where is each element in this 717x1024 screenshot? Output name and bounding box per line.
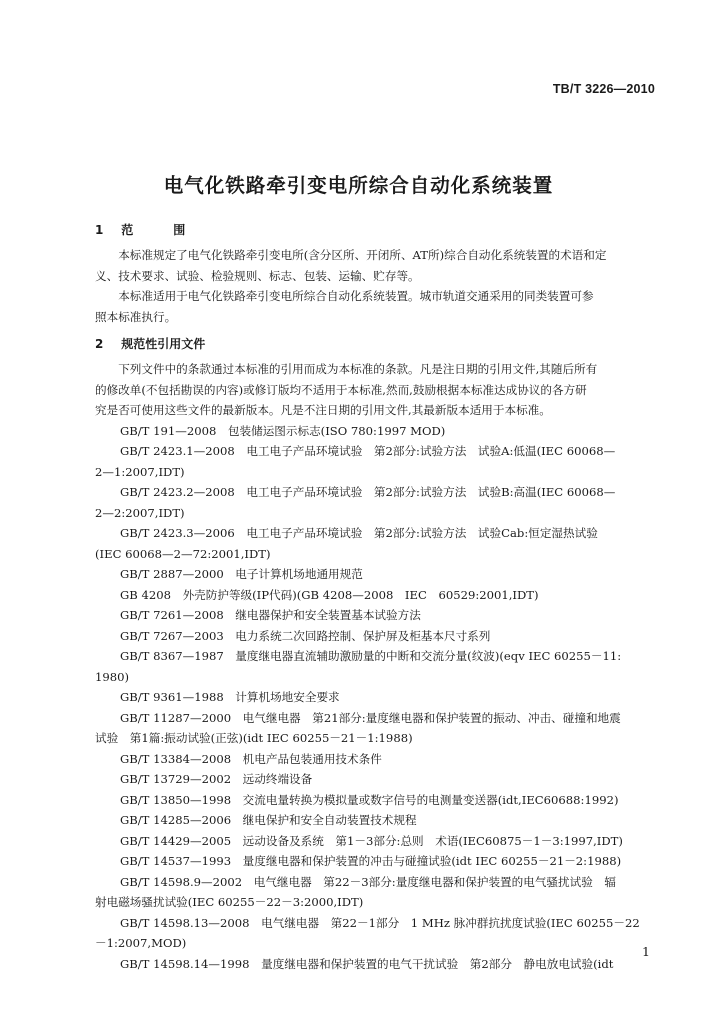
reference-list xyxy=(95,421,655,975)
reference-item xyxy=(95,769,655,790)
reference-item xyxy=(95,441,655,482)
reference-continuation-line: 试验 第1篇:振动试验(正弦)(idt IEC 60255－21－1:1988) xyxy=(95,731,413,745)
reference-line: GB/T 8367—1987 量度继电器直流辅助激励量的中断和交流分量(纹波)(eqv IEC 60255－11: xyxy=(120,649,622,663)
reference-line: GB/T 191—2008 包装储运图示标志(ISO 780:1997 MOD) xyxy=(120,423,446,438)
reference-item xyxy=(95,790,655,811)
references-intro-paragraph-line: 究是否可使用这些文件的最新版本。凡是不注日期的引用文件,其最新版本适用于本标准。 xyxy=(95,403,551,417)
document-body xyxy=(95,219,655,974)
section-2-number: 2 xyxy=(95,337,104,351)
reference-item xyxy=(95,810,655,831)
reference-continuation-line: 2—1:2007,IDT) xyxy=(95,464,185,479)
reference-item xyxy=(95,605,655,626)
section-2-intro xyxy=(95,359,655,421)
reference-line: GB/T 13384—2008 机电产品包装通用技术条件 xyxy=(120,751,382,766)
reference-line: GB/T 13850—1998 交流电量转换为模拟量或数字信号的电测量变送器(idt,IEC60688:1992) xyxy=(120,792,619,807)
section-1-number: 1 xyxy=(95,223,104,237)
standard-code: TB/T 3226—2010 xyxy=(552,82,655,96)
references-intro-paragraph xyxy=(95,359,655,421)
reference-line: GB/T 2423.3—2006 电工电子产品环境试验 第2部分:试验方法 试验Cab:恒定湿热试验 xyxy=(120,526,598,540)
reference-line: GB/T 14537—1993 量度继电器和保护装置的冲击与碰撞试验(idt IEC 60255－21－2:1988) xyxy=(120,854,622,868)
reference-line: GB/T 14429—2005 远动设备及系统 第1－3部分:总则 术语(IEC60875－1－3:1997,IDT) xyxy=(120,833,623,848)
scope-paragraph-line: 本标准规定了电气化铁路牵引变电所(含分区所、开闭所、AT所)综合自动化系统装置的术语和定 xyxy=(118,248,607,262)
reference-item xyxy=(95,708,655,749)
reference-line: GB/T 7267—2003 电力系统二次回路控制、保护屏及柜基本尺寸系列 xyxy=(120,628,491,643)
reference-item xyxy=(95,831,655,852)
reference-line: GB/T 2423.1—2008 电工电子产品环境试验 第2部分:试验方法 试验A:低温(IEC 60068— xyxy=(120,444,616,458)
reference-line: GB/T 2887—2000 电子计算机场地通用规范 xyxy=(120,567,363,581)
scope-paragraph-line: 照本标准执行。 xyxy=(95,309,177,324)
reference-continuation-line: (IEC 60068—2—72:2001,IDT) xyxy=(95,546,271,561)
reference-line: GB/T 14285—2006 继电保护和安全自动装置技术规程 xyxy=(120,813,417,827)
reference-item xyxy=(95,687,655,708)
reference-line: GB/T 14598.14—1998 量度继电器和保护装置的电气干扰试验 第2部分 静电放电试验(idt xyxy=(120,956,614,971)
section-2-heading xyxy=(95,333,655,355)
section-1-title: 范 围 xyxy=(121,223,200,237)
reference-continuation-line: 2—2:2007,IDT) xyxy=(95,505,185,520)
reference-item xyxy=(95,564,655,585)
reference-continuation-line: －1:2007,MOD) xyxy=(95,936,187,950)
section-1-paragraphs xyxy=(95,245,655,327)
reference-item xyxy=(95,749,655,770)
reference-item xyxy=(95,421,655,442)
reference-line: GB/T 2423.2—2008 电工电子产品环境试验 第2部分:试验方法 试验B:高温(IEC 60068— xyxy=(120,485,616,499)
references-intro-paragraph-line: 下列文件中的条款通过本标准的引用而成为本标准的条款。凡是注日期的引用文件,其随后所有 xyxy=(118,362,598,376)
reference-item xyxy=(95,523,655,564)
reference-line: GB/T 13729—2002 远动终端设备 xyxy=(120,772,313,786)
reference-item xyxy=(95,913,655,954)
reference-item xyxy=(95,872,655,913)
reference-continuation-line: 射电磁场骚扰试验(IEC 60255－22－3:2000,IDT) xyxy=(95,895,364,909)
reference-line: GB 4208 外壳防护等级(IP代码)(GB 4208—2008 IEC 60529:2001,IDT) xyxy=(120,587,539,602)
reference-item xyxy=(95,646,655,687)
scope-paragraph-line: 本标准适用于电气化铁路牵引变电所综合自动化系统装置。城市轨道交通采用的同类装置可参 xyxy=(118,289,594,303)
reference-item xyxy=(95,954,655,975)
scope-paragraph xyxy=(95,286,655,327)
scope-paragraph-line: 义、技术要求、试验、检验规则、标志、包装、运输、贮存等。 xyxy=(95,268,420,283)
references-intro-paragraph-line: 的修改单(不包括勘误的内容)或修订版均不适用于本标准,然而,鼓励根据本标准达成协议的各方研 xyxy=(95,382,587,397)
reference-item xyxy=(95,851,655,872)
section-1-heading xyxy=(95,219,655,241)
reference-line: GB/T 7261—2008 继电器保护和安全装置基本试验方法 xyxy=(120,608,421,622)
reference-line: GB/T 14598.13—2008 电气继电器 第22－1部分 1 MHz 脉冲群抗扰度试验(IEC 60255－22 xyxy=(120,915,640,930)
document-title: 电气化铁路牵引变电所综合自动化系统装置 xyxy=(163,174,554,197)
reference-item xyxy=(95,626,655,647)
reference-line: GB/T 14598.9—2002 电气继电器 第22－3部分:量度继电器和保护装置的电气骚扰试验 辐 xyxy=(120,874,616,889)
reference-line: GB/T 9361—1988 计算机场地安全要求 xyxy=(120,690,340,704)
reference-line: GB/T 11287—2000 电气继电器 第21部分:量度继电器和保护装置的振动、冲击、碰撞和地震 xyxy=(120,710,621,725)
section-2-title: 规范性引用文件 xyxy=(121,337,206,351)
reference-item xyxy=(95,585,655,606)
scope-paragraph xyxy=(95,245,655,286)
reference-continuation-line: 1980) xyxy=(95,669,130,684)
page-number: 1 xyxy=(642,944,650,959)
reference-item xyxy=(95,482,655,523)
